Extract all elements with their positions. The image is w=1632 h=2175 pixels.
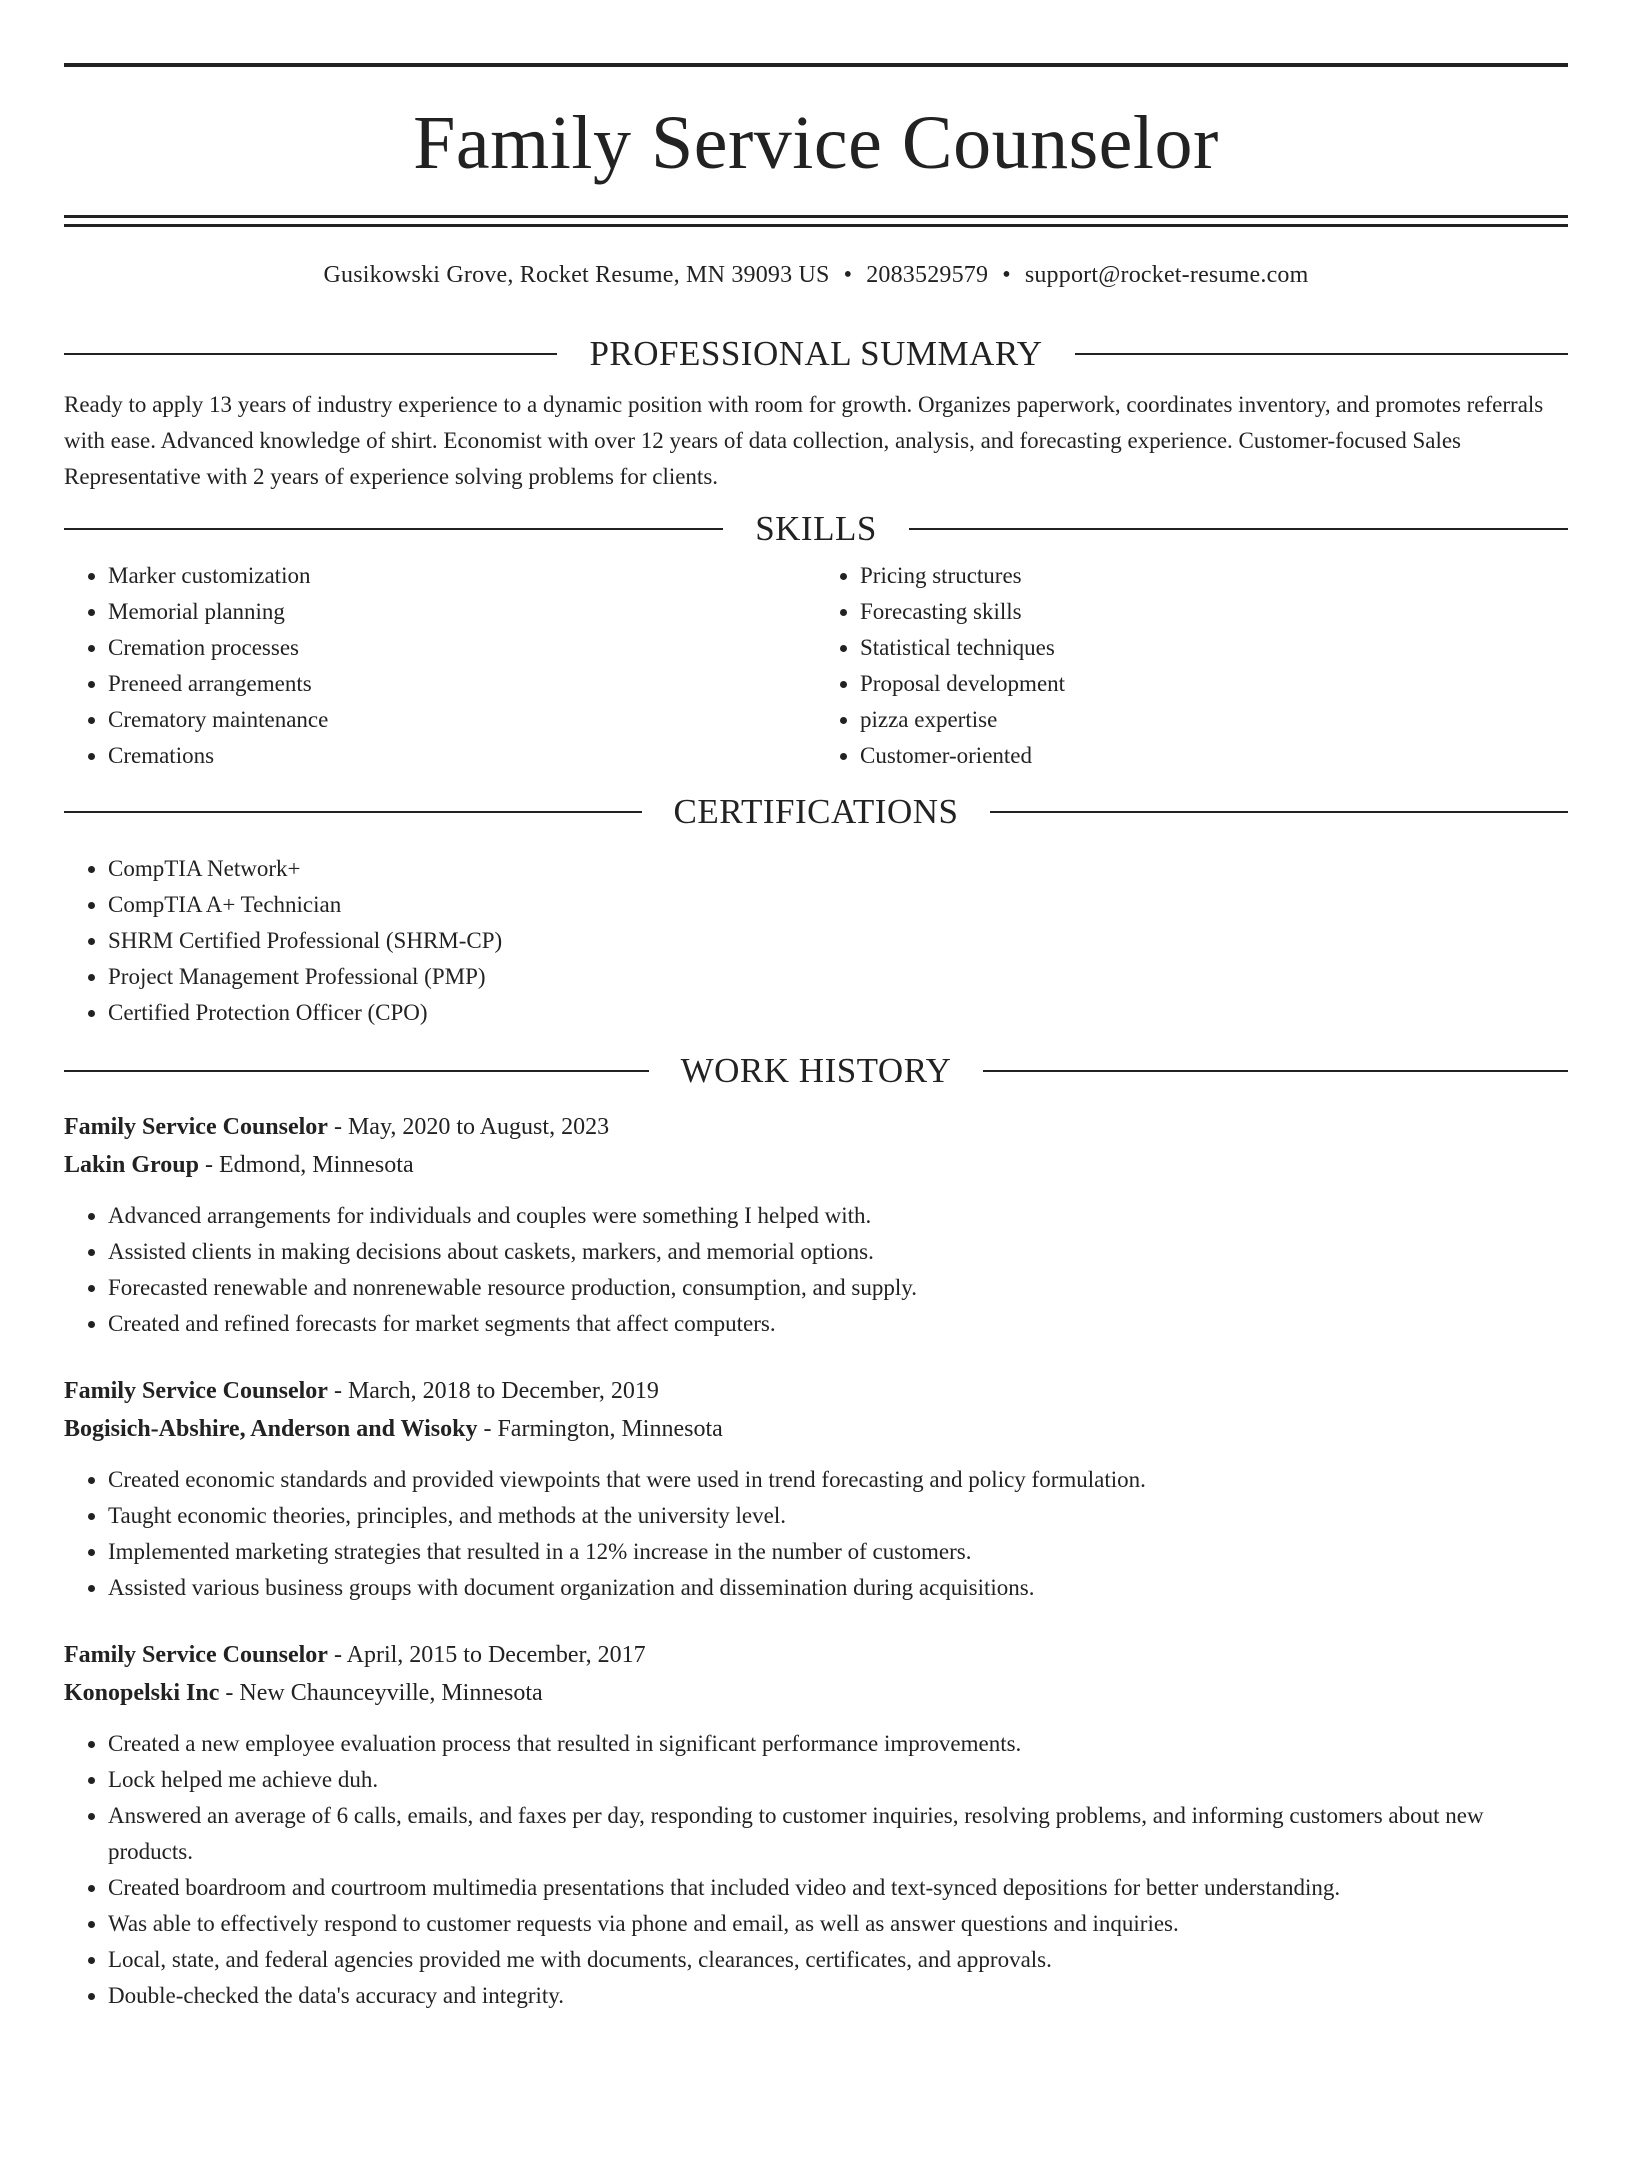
job-bullet: • Implemented marketing strategies that resulted in a 12% increase in the number of customers. bbox=[108, 1534, 1568, 1570]
divider-line bbox=[64, 353, 557, 355]
job-bullet: • Created boardroom and courtroom multimedia presentations that included video and text-synced depositions for better understanding. bbox=[108, 1870, 1568, 1906]
job-title-line bbox=[64, 1108, 1568, 1146]
job-bullet: • Assisted various business groups with document organization and dissemination during acquisitions. bbox=[108, 1570, 1568, 1606]
job-bullet: • Lock helped me achieve duh. bbox=[108, 1762, 1568, 1798]
divider-line bbox=[1075, 353, 1568, 355]
contact-phone: 2083529579 bbox=[866, 262, 989, 288]
divider-line bbox=[983, 1070, 1568, 1072]
divider-line bbox=[909, 528, 1568, 530]
job-entry bbox=[64, 1636, 1568, 2014]
skill-item: • Proposal development bbox=[860, 666, 1568, 702]
skill-item: • Marker customization bbox=[108, 558, 816, 594]
certifications-header bbox=[64, 794, 1568, 829]
certification-item: • Certified Protection Officer (CPO) bbox=[108, 995, 1568, 1031]
summary-header bbox=[64, 336, 1568, 371]
job-bullet: • Forecasted renewable and nonrenewable resource production, consumption, and supply. bbox=[108, 1270, 1568, 1306]
skills-grid bbox=[64, 558, 1568, 774]
job-bullet: • Answered an average of 6 calls, emails, and faxes per day, responding to customer inquiries, resolving problems, and informing customers about new products. bbox=[108, 1798, 1568, 1870]
job-bullets bbox=[64, 1198, 1568, 1342]
skill-item: • Pricing structures bbox=[860, 558, 1568, 594]
contact-email: support@rocket-resume.com bbox=[1024, 262, 1309, 288]
divider-line bbox=[64, 811, 642, 813]
job-company: Lakin Group bbox=[64, 1152, 199, 1178]
resume-name: Family Service Counselor bbox=[413, 101, 1219, 185]
job-bullet: • Assisted clients in making decisions about caskets, markers, and memorial options. bbox=[108, 1234, 1568, 1270]
job-entry bbox=[64, 1372, 1568, 1606]
job-title: Family Service Counselor bbox=[64, 1114, 328, 1140]
summary-text: Ready to apply 13 years of industry experience to a dynamic position with room for growth. Organizes paperwork, coordinates inventory, and promotes referrals with ease. Advanced knowledge of shirt. Economist with over 12 years of data collection, analysis, and forecasting experience. Customer-focused Sales Representative with 2 years of experience solving problems for clients. bbox=[64, 392, 1544, 489]
job-bullet: • Created and refined forecasts for market segments that affect computers. bbox=[108, 1306, 1568, 1342]
job-title-line bbox=[64, 1372, 1568, 1410]
job-location: - New Chaunceyville, Minnesota bbox=[219, 1680, 543, 1706]
work-title: WORK HISTORY bbox=[680, 1051, 952, 1090]
skills-list-left bbox=[64, 558, 816, 774]
job-location: - Farmington, Minnesota bbox=[477, 1416, 723, 1442]
job-bullet: • Local, state, and federal agencies provided me with documents, clearances, certificates, and approvals. bbox=[108, 1942, 1568, 1978]
job-dates: - March, 2018 to December, 2019 bbox=[327, 1378, 659, 1404]
job-company: Konopelski Inc bbox=[64, 1680, 220, 1706]
certifications-list bbox=[64, 851, 1568, 1031]
job-company: Bogisich-Abshire, Anderson and Wisoky bbox=[64, 1416, 478, 1442]
double-rule bbox=[64, 215, 1568, 227]
certification-item: • CompTIA A+ Technician bbox=[108, 887, 1568, 923]
job-location: - Edmond, Minnesota bbox=[198, 1152, 414, 1178]
contact-separator: • bbox=[1002, 262, 1011, 288]
job-company-line bbox=[64, 1146, 1568, 1184]
job-entry bbox=[64, 1108, 1568, 1342]
job-dates: - May, 2020 to August, 2023 bbox=[327, 1114, 610, 1140]
job-title: Family Service Counselor bbox=[64, 1378, 328, 1404]
skill-item: • Crematory maintenance bbox=[108, 702, 816, 738]
job-bullet: • Advanced arrangements for individuals and couples were something I helped with. bbox=[108, 1198, 1568, 1234]
contact-address: Gusikowski Grove, Rocket Resume, MN 39093 US bbox=[323, 262, 830, 288]
skill-item: • pizza expertise bbox=[860, 702, 1568, 738]
skills-title: SKILLS bbox=[755, 509, 877, 548]
job-bullet: • Double-checked the data's accuracy and integrity. bbox=[108, 1978, 1568, 2014]
certification-item: • SHRM Certified Professional (SHRM-CP) bbox=[108, 923, 1568, 959]
skill-item: • Memorial planning bbox=[108, 594, 816, 630]
skill-item: • Statistical techniques bbox=[860, 630, 1568, 666]
skills-list-right bbox=[816, 558, 1568, 774]
job-company-line bbox=[64, 1674, 1568, 1712]
certification-item: • Project Management Professional (PMP) bbox=[108, 959, 1568, 995]
job-bullet: • Was able to effectively respond to customer requests via phone and email, as well as answer questions and inquiries. bbox=[108, 1906, 1568, 1942]
job-bullet: • Created a new employee evaluation process that resulted in significant performance improvements. bbox=[108, 1726, 1568, 1762]
skill-item: • Preneed arrangements bbox=[108, 666, 816, 702]
divider-line bbox=[64, 1070, 649, 1072]
job-bullets bbox=[64, 1726, 1568, 2014]
divider-line bbox=[990, 811, 1568, 813]
summary-title: PROFESSIONAL SUMMARY bbox=[589, 334, 1043, 373]
contact-separator: • bbox=[843, 262, 853, 288]
skill-item: • Cremations bbox=[108, 738, 816, 774]
job-title-line bbox=[64, 1636, 1568, 1674]
job-bullets bbox=[64, 1462, 1568, 1606]
job-bullet: • Taught economic theories, principles, and methods at the university level. bbox=[108, 1498, 1568, 1534]
skill-item: • Customer-oriented bbox=[860, 738, 1568, 774]
divider-line bbox=[64, 528, 723, 530]
job-bullet: • Created economic standards and provided viewpoints that were used in trend forecasting and policy formulation. bbox=[108, 1462, 1568, 1498]
job-company-line bbox=[64, 1410, 1568, 1448]
resume-page bbox=[0, 63, 1632, 2175]
skills-header bbox=[64, 511, 1568, 546]
skill-item: • Forecasting skills bbox=[860, 594, 1568, 630]
job-title: Family Service Counselor bbox=[64, 1642, 328, 1668]
skill-item: • Cremation processes bbox=[108, 630, 816, 666]
contact-line bbox=[64, 263, 1568, 287]
certification-item: • CompTIA Network+ bbox=[108, 851, 1568, 887]
top-rule bbox=[64, 63, 1568, 67]
work-header bbox=[64, 1053, 1568, 1088]
certifications-title: CERTIFICATIONS bbox=[673, 792, 959, 831]
job-dates: - April, 2015 to December, 2017 bbox=[327, 1642, 646, 1668]
